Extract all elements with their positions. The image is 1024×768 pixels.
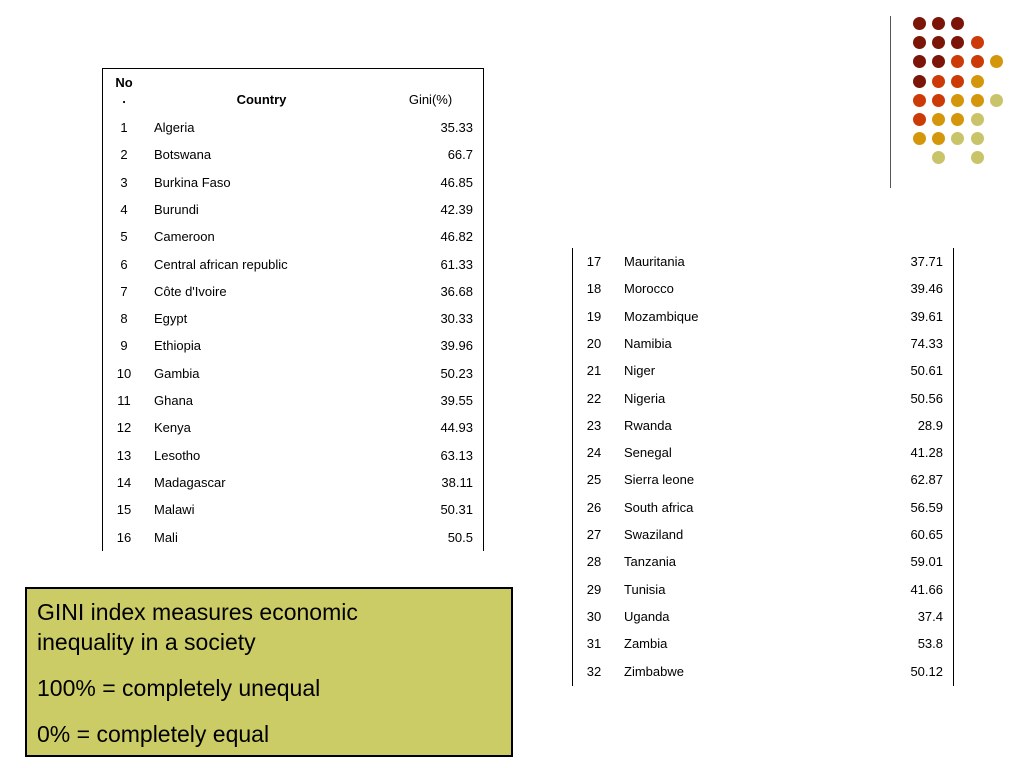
row-number: 29 <box>586 581 602 597</box>
row-number: 18 <box>586 281 602 297</box>
info-line-3: 100% = completely unequal <box>37 675 321 701</box>
decorative-dot <box>971 113 984 126</box>
row-number: 17 <box>586 254 602 269</box>
info-line-2: inequality in a society <box>37 629 256 655</box>
decorative-dot <box>913 75 926 88</box>
gini-table-part-1 <box>102 68 484 551</box>
row-number: 3 <box>120 174 128 190</box>
row-gini: 44.93 <box>440 420 473 436</box>
row-gini: 46.82 <box>440 229 473 245</box>
decorative-dot <box>951 132 964 145</box>
row-country: Tanzania <box>624 554 677 570</box>
row-gini: 38.11 <box>441 474 473 490</box>
decorative-dot <box>971 132 984 145</box>
row-gini: 37.4 <box>917 608 943 624</box>
row-gini: 74.33 <box>910 335 943 351</box>
row-number: 14 <box>116 474 132 490</box>
table-row <box>573 521 953 548</box>
info-line-1: GINI index measures economic <box>37 599 358 625</box>
decorative-dot <box>990 94 1003 107</box>
row-country: Egypt <box>154 311 188 327</box>
row-country: Morocco <box>624 281 674 297</box>
row-number: 24 <box>586 445 602 461</box>
row-country: Zimbabwe <box>624 663 684 679</box>
row-country: Uganda <box>624 608 670 624</box>
decorative-dot <box>951 17 964 30</box>
table-row <box>573 357 953 384</box>
table-row <box>103 114 483 141</box>
row-country: Niger <box>624 363 656 379</box>
row-number: 6 <box>120 256 128 272</box>
row-country: Ethiopia <box>154 338 201 354</box>
table-row <box>573 466 953 493</box>
decorative-dot <box>951 75 964 88</box>
row-country: Tunisia <box>624 581 666 597</box>
row-gini: 59.01 <box>910 554 943 570</box>
decorative-dot <box>913 113 926 126</box>
row-country: Malawi <box>154 502 195 518</box>
row-gini: 53.8 <box>917 636 943 652</box>
row-country: Swaziland <box>624 527 684 542</box>
row-gini: 61.33 <box>440 256 473 272</box>
decorative-dot <box>913 132 926 145</box>
row-number: 7 <box>120 283 128 299</box>
row-country: Lesotho <box>154 447 201 463</box>
row-country: Zambia <box>624 636 668 652</box>
row-gini: 66.7 <box>447 147 473 163</box>
decorative-dot <box>932 55 945 68</box>
row-country: Burkina Faso <box>154 174 231 190</box>
row-country: South africa <box>624 499 694 515</box>
row-number: 12 <box>116 420 132 436</box>
row-number: 11 <box>117 393 131 408</box>
row-gini: 62.87 <box>910 472 943 488</box>
gini-info-box <box>25 587 513 757</box>
table-row <box>103 141 483 168</box>
row-number: 8 <box>120 311 128 327</box>
table-row <box>103 251 483 278</box>
row-gini: 50.23 <box>440 365 473 381</box>
table-row <box>103 278 483 305</box>
row-number: 31 <box>586 636 602 652</box>
decorative-dot <box>932 132 945 145</box>
row-country: Côte d'Ivoire <box>154 283 227 299</box>
row-number: 32 <box>586 663 602 679</box>
decorative-dot <box>913 55 926 68</box>
row-number: 21 <box>586 363 602 379</box>
row-country: Burundi <box>154 201 199 217</box>
row-country: Mali <box>154 529 178 545</box>
decorative-dot <box>932 113 945 126</box>
decorative-dot <box>951 94 964 107</box>
decorative-dot <box>932 75 945 88</box>
header-gini: Gini(%) <box>408 92 453 107</box>
row-country: Botswana <box>154 147 212 163</box>
table-row <box>103 414 483 441</box>
row-gini: 63.13 <box>440 447 473 463</box>
row-number: 13 <box>116 447 132 463</box>
row-country: Senegal <box>624 445 672 461</box>
row-gini: 46.85 <box>440 174 473 190</box>
row-number: 28 <box>586 554 602 570</box>
row-gini: 39.46 <box>910 281 943 297</box>
table-row <box>573 494 953 521</box>
table-row <box>103 496 483 523</box>
row-number: 4 <box>120 201 128 217</box>
decorative-dot <box>913 94 926 107</box>
table-row <box>573 630 953 657</box>
table-row <box>573 603 953 630</box>
table-row <box>103 332 483 359</box>
table-row <box>103 442 483 469</box>
decorative-dot <box>971 94 984 107</box>
decorative-dot <box>971 55 984 68</box>
table-row <box>103 360 483 387</box>
row-gini: 35.33 <box>440 120 473 135</box>
row-gini: 39.55 <box>440 393 473 408</box>
decorative-dot <box>971 151 984 164</box>
row-number: 27 <box>586 527 602 542</box>
table-row <box>573 385 953 412</box>
row-gini: 50.12 <box>910 663 943 679</box>
table-row <box>573 576 953 603</box>
table-row <box>573 548 953 575</box>
row-gini: 36.68 <box>440 283 473 299</box>
row-gini: 39.61 <box>910 308 943 324</box>
table-row <box>103 469 483 496</box>
row-number: 23 <box>586 417 602 433</box>
row-gini: 30.33 <box>440 311 473 327</box>
row-number: 5 <box>120 229 128 245</box>
decorative-dot <box>951 36 964 49</box>
decorative-dot <box>932 17 945 30</box>
row-number: 9 <box>120 338 128 354</box>
table-row <box>573 439 953 466</box>
row-gini: 50.5 <box>447 529 473 545</box>
header-no: No . <box>115 75 133 106</box>
row-gini: 39.96 <box>440 338 473 354</box>
info-line-4: 0% = completely equal <box>37 721 270 747</box>
row-gini: 42.39 <box>440 201 473 217</box>
decorative-dot <box>932 94 945 107</box>
row-country: Sierra leone <box>624 472 695 488</box>
row-number: 19 <box>586 308 602 324</box>
row-country: Algeria <box>154 120 195 135</box>
row-country: Nigeria <box>624 390 666 406</box>
row-gini: 28.9 <box>917 417 943 433</box>
row-country: Mozambique <box>624 308 699 324</box>
decorative-dot <box>990 55 1003 68</box>
row-country: Rwanda <box>624 417 672 433</box>
row-number: 16 <box>116 529 132 545</box>
decorative-dot <box>951 55 964 68</box>
row-country: Ghana <box>154 393 194 408</box>
table-row <box>573 248 953 275</box>
table-row <box>103 169 483 196</box>
row-number: 25 <box>586 472 602 488</box>
row-number: 1 <box>120 120 128 135</box>
row-number: 30 <box>586 608 602 624</box>
row-country: Kenya <box>154 420 191 436</box>
row-number: 26 <box>586 499 602 515</box>
table-row <box>103 223 483 250</box>
row-country: Gambia <box>154 365 200 381</box>
row-gini: 41.28 <box>910 445 943 461</box>
row-number: 15 <box>116 502 132 518</box>
table-row <box>573 658 953 685</box>
decorative-dot <box>971 36 984 49</box>
gini-table-part-2 <box>572 248 954 686</box>
row-gini: 41.66 <box>910 581 943 597</box>
header-country: Country <box>236 92 287 107</box>
row-number: 2 <box>120 147 128 163</box>
decorative-dot <box>913 36 926 49</box>
table-row <box>573 275 953 302</box>
table-row <box>573 303 953 330</box>
decorative-dot <box>971 75 984 88</box>
row-country: Mauritania <box>624 254 685 269</box>
row-country: Namibia <box>624 335 672 351</box>
row-number: 20 <box>586 335 602 351</box>
table-header <box>103 69 483 109</box>
row-country: Cameroon <box>154 229 215 245</box>
row-gini: 50.56 <box>910 390 943 406</box>
decorative-dot <box>932 36 945 49</box>
row-gini: 56.59 <box>910 499 943 515</box>
row-gini: 60.65 <box>910 527 943 542</box>
decorative-divider <box>890 16 891 188</box>
row-country: Central african republic <box>154 256 288 272</box>
row-number: 10 <box>116 365 132 381</box>
table-row <box>103 524 483 551</box>
table-row <box>573 412 953 439</box>
row-gini: 50.61 <box>910 363 943 379</box>
row-country: Madagascar <box>154 474 226 490</box>
table-row <box>573 330 953 357</box>
table-row <box>103 387 483 414</box>
table-row <box>103 196 483 223</box>
decorative-dot <box>913 17 926 30</box>
row-number: 22 <box>586 390 602 406</box>
row-gini: 50.31 <box>440 502 473 518</box>
decorative-dot <box>932 151 945 164</box>
table-row <box>103 305 483 332</box>
row-gini: 37.71 <box>910 254 943 269</box>
decorative-dot <box>951 113 964 126</box>
